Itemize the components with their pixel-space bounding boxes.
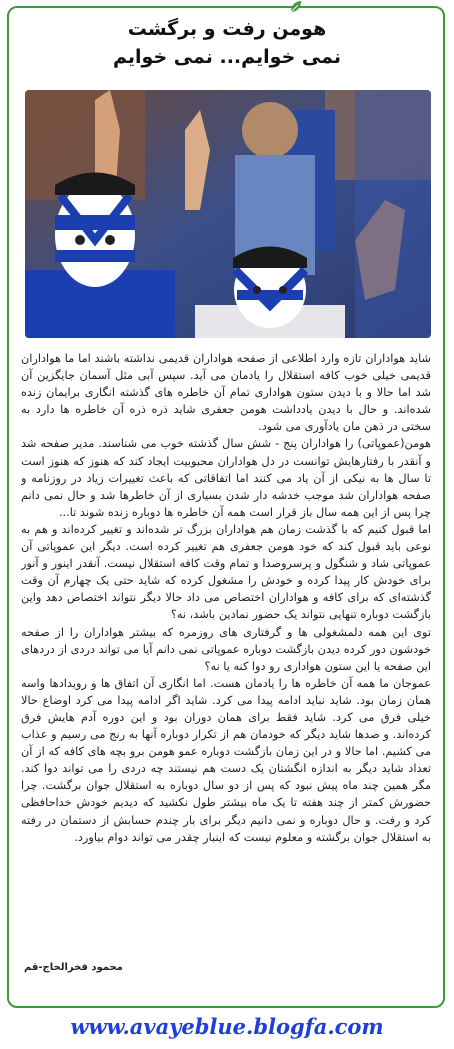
article-paragraph: هومن(عموپاتی) را هواداران پنج - شش سال گذشته خوب می شناسند. مدیر صفحه شد و آنقدر با رفتارهایش توانست در دل هواداران محبوبیت ایجاد کند که هنوز که هنوز است تا سال ها به نیکی از آن یاد می کنند اما اتفاقاتی که باعث تغییرات زیاد در روزنامه و صفحه هواداران شد موجب خدشه دار شدن بسیاری از آن خاطرها شد و حال نمی دانم چرا پس از این همه سال باز قرار است همه آن خاطره ها دوباره زنده شوند تا... [21,437,431,519]
leaf-icon [289,0,303,14]
article-title: هومن رفت و برگشت [127,18,327,40]
blog-url-link[interactable]: www.avayeblue.blogfa.com [70,1014,384,1039]
author-signature: محمود فخرالحاج-قم [24,962,123,973]
article-paragraph: شاید هواداران تازه وارد اطلاعی از صفحه هواداران قدیمی نداشته باشند اما ما هواداران قدیمی خیلی خوب کافه استقلال را یادمان می آید. سپس آبی مثل آسمان جایگزین آن شد اما حالا و با دیدن ستون هواداری تمام آن خاطره های گذشته انگاری برایمان زنده شده‌اند. و حال با دیدن یادداشت هومن جعفری شاید ذره ذره آن خاطره ها دارد به سختی در ذهن مان یادآوری می شود. [21,352,431,434]
article-body [21,350,431,962]
fans-photo-illustration [25,90,431,338]
article-paragraph: عموجان ما همه آن خاطره ها را یادمان هست. اما انگاری آن اتفاق ها و رویدادها واسه همان زمان بود. شاید نباید ادامه پیدا می کرد. شاید اگر ادامه پیدا می کرد اوضاع حالا خیلی فرق می کرد. شاید فقط برای همان دوران بود و این دوره آدم هایش فرق کرده‌اند. و صدها شاید دیگر که خودمان هم از تکرار دوباره آنها به رنج می رسیم و عذاب می کشیم. اما حالا و در این زمان بازگشت دوباره عمو هومن برو بچه های کافه که از آن تعداد شاید دیگر به اندازه انگشتان یک دست هم نیستند چه دردی را می تواند دوا کند. مگر همین چند ماه پیش نبود که پس از دو سال دوباره به استقلال جوان برگشت. چرا حضورش کمتر از چند هفته تا یک ماه بیشتر طول نکشید که دیدیم خودش خداحافظی کرد و رفت. و حال دوباره و نمی دانیم دیگر برای بار چندم حسابش از دستمان در رفته به استقلال جوان برگشته و معلوم نیست که اینبار چقدر می تواند دوام بیاورد. [21,676,431,844]
article-paragraph: اما قبول کنیم که با گذشت زمان هم هواداران بزرگ تر شده‌اند و تغییر کرده‌اند و هم به نوعی باید قبول کند که خود هومن جعفری هم تغییر کرده است. دیگر این عموپاتی آن عموپاتی شاد و شنگول و پرسروصدا و تمام وقت کافه استقلال نیست. آنقدر اینور و آنور برای خودش کار پیدا کرده و خودش را مشغول کرده که شاید حتی یک چهارم آن وقت گذشته‌ای که برای کافه و هواداران اختصاص می داد حالا دیگر نتواند اختصاص دهد واین بازگشت دوباره تنهایی نتواند یک حضور نمادین باشد، نه؟ [21,522,431,622]
article-paragraph: توی این همه دلمشغولی ها و گرفتاری های روزمره که بیشتر هواداران را از صفحه خودشون دور کرده دیدن بازگشت دوباره عموپاتی نمی دانم آیا می تواند دردی از دردهای این صفحه یا این ستون هواداری رو دوا کنه یا نه؟ [21,625,431,673]
article-subtitle: نمی خوایم... نمی خوایم [113,46,341,68]
fans-photo [25,90,431,338]
